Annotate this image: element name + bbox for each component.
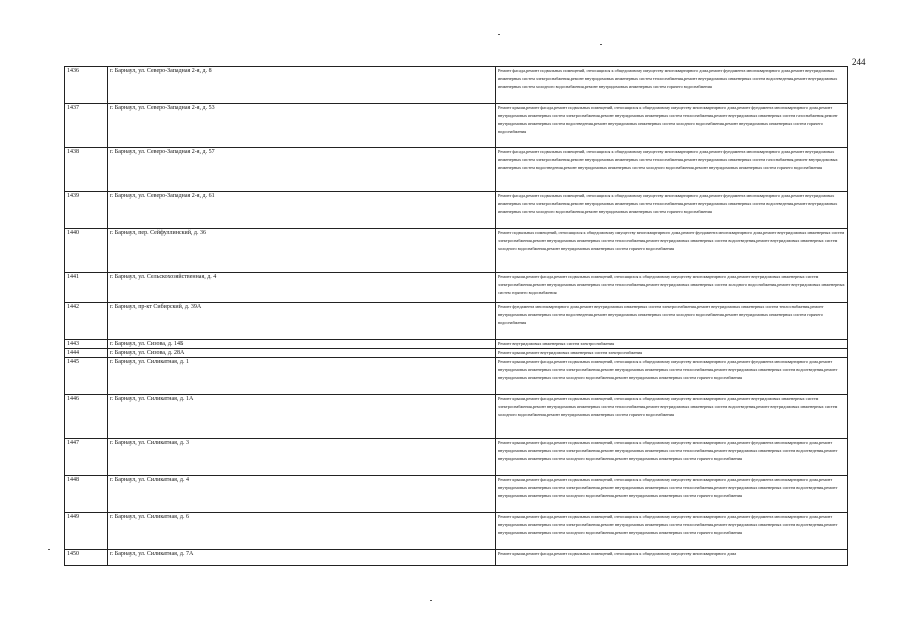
- building-address: г. Барнаул, пер. Сейфуллинский, д. 36: [108, 229, 496, 273]
- buildings-table: [64, 66, 848, 566]
- row-number: 1437: [65, 104, 108, 148]
- repair-works: Ремонт фасада,ремонт подвальных помещений, относящихся к общедомовому имуществу многоквартирного дома,ремонт фундамента многоквартирного дома,ремонт внутридомовых инженерных систем электроснабжения,ремонт внутридомовых инженерных систем теплоснабжения,ремонт внутридомовых инженерных систем газоснабжения,ремонт внутридомовых инженерных систем водоотведения,ремонт внутридомовых инженерных систем холодного водоснабжения,ремонт внутридомовых инженерных систем горячего водоснабжения: [496, 148, 848, 192]
- building-address: г. Барнаул, ул. Силикатная, д. 1А: [108, 395, 496, 439]
- table-row: [65, 273, 848, 303]
- scan-speck: [498, 34, 500, 35]
- building-address: г. Барнаул, ул. Сизова, д. 14Б: [108, 340, 496, 349]
- repair-works: Ремонт крыши,ремонт фасада,ремонт подвальных помещений, относящихся к общедомовому имуществу многоквартирного дома,ремонт внутридомовых инженерных систем электроснабжения,ремонт внутридомовых инженерных систем теплоснабжения,ремонт внутридомовых инженерных систем холодного водоснабжения,ремонт внутридомовых инженерных систем горячего водоснабжения: [496, 273, 848, 303]
- building-address: г. Барнаул, ул. Силикатная, д. 4: [108, 476, 496, 513]
- row-number: 1450: [65, 550, 108, 566]
- building-address: г. Барнаул, ул. Северо-Западная 2-я, д. 53: [108, 104, 496, 148]
- row-number: 1442: [65, 303, 108, 340]
- table-row: [65, 192, 848, 229]
- page-number: 244: [852, 57, 866, 67]
- repair-works: Ремонт внутридомовых инженерных систем электроснабжения: [496, 340, 848, 349]
- table-row: [65, 395, 848, 439]
- table-row: [65, 67, 848, 104]
- repair-works: Ремонт фасада,ремонт подвальных помещений, относящихся к общедомовому имуществу многоквартирного дома,ремонт фундамента многоквартирного дома,ремонт внутридомовых инженерных систем электроснабжения,ремонт внутридомовых инженерных систем теплоснабжения,ремонт внутридомовых инженерных систем водоотведения,ремонт внутридомовых инженерных систем холодного водоснабжения,ремонт внутридомовых инженерных систем горячего водоснабжения: [496, 67, 848, 104]
- repair-works: Ремонт крыши,ремонт фасада,ремонт подвальных помещений, относящихся к общедомовому имуществу многоквартирного дома,ремонт фундамента многоквартирного дома,ремонт внутридомовых инженерных систем электроснабжения,ремонт внутридомовых инженерных систем теплоснабжения,ремонт внутридомовых инженерных систем водоотведения,ремонт внутридомовых инженерных систем холодного водоснабжения,ремонт внутридомовых инженерных систем горячего водоснабжения: [496, 358, 848, 395]
- building-address: г. Барнаул, ул. Силикатная, д. 3: [108, 439, 496, 476]
- repair-works: Ремонт крыши,ремонт фасада,ремонт подвальных помещений, относящихся к общедомовому имуществу многоквартирного дома,ремонт фундамента многоквартирного дома,ремонт внутридомовых инженерных систем электроснабжения,ремонт внутридомовых инженерных систем теплоснабжения,ремонт внутридомовых инженерных систем водоотведения,ремонт внутридомовых инженерных систем холодного водоснабжения,ремонт внутридомовых инженерных систем горячего водоснабжения: [496, 513, 848, 550]
- repair-works: Ремонт фасада,ремонт подвальных помещений, относящихся к общедомовому имуществу многоквартирного дома,ремонт фундамента многоквартирного дома,ремонт внутридомовых инженерных систем электроснабжения,ремонт внутридомовых инженерных систем теплоснабжения,ремонт внутридомовых инженерных систем водоотведения,ремонт внутридомовых инженерных систем холодного водоснабжения,ремонт внутридомовых инженерных систем горячего водоснабжения: [496, 192, 848, 229]
- repair-works: Ремонт крыши,ремонт фасада,ремонт подвальных помещений, относящихся к общедомовому имуществу многоквартирного дома,ремонт внутридомовых инженерных систем электроснабжения,ремонт внутридомовых инженерных систем теплоснабжения,ремонт внутридомовых инженерных систем водоотведения,ремонт внутридомовых инженерных систем холодного водоснабжения,ремонт внутридомовых инженерных систем горячего водоснабжения: [496, 395, 848, 439]
- building-address: г. Барнаул, ул. Сельскохозяйственная, д. 4: [108, 273, 496, 303]
- building-address: г. Барнаул, ул. Силикатная, д. 1: [108, 358, 496, 395]
- table-row: [65, 358, 848, 395]
- repair-works: Ремонт подвальных помещений, относящихся к общедомовому имуществу многоквартирного дома,ремонт фундамента многоквартирного дома,ремонт внутридомовых инженерных систем электроснабжения,ремонт внутридомовых инженерных систем теплоснабжения,ремонт внутридомовых инженерных систем водоотведения,ремонт внутридомовых инженерных систем холодного водоснабжения,ремонт внутридомовых инженерных систем горячего водоснабжения: [496, 229, 848, 273]
- row-number: 1447: [65, 439, 108, 476]
- table-row: [65, 439, 848, 476]
- building-address: г. Барнаул, ул. Сизова, д. 28А: [108, 349, 496, 358]
- building-address: г. Барнаул, пр-кт Сибирский, д. 39А: [108, 303, 496, 340]
- building-address: г. Барнаул, ул. Северо-Западная 2-я, д. 61: [108, 192, 496, 229]
- repair-works: Ремонт фундамента многоквартирного дома,ремонт внутридомовых инженерных систем электроснабжения,ремонт внутридомовых инженерных систем теплоснабжения,ремонт внутридомовых инженерных систем водоотведения,ремонт внутридомовых инженерных систем холодного водоснабжения,ремонт внутридомовых инженерных систем горячего водоснабжения: [496, 303, 848, 340]
- table-row: [65, 349, 848, 358]
- table-row: [65, 104, 848, 148]
- table-body: [65, 67, 848, 566]
- repair-works: Ремонт крыши,ремонт фасада,ремонт подвальных помещений, относящихся к общедомовому имуществу многоквартирного дома: [496, 550, 848, 566]
- repair-works: Ремонт крыши,ремонт фасада,ремонт подвальных помещений, относящихся к общедомовому имуществу многоквартирного дома,ремонт фундамента многоквартирного дома,ремонт внутридомовых инженерных систем электроснабжения,ремонт внутридомовых инженерных систем теплоснабжения,ремонт внутридомовых инженерных систем водоотведения,ремонт внутридомовых инженерных систем холодного водоснабжения,ремонт внутридомовых инженерных систем горячего водоснабжения: [496, 476, 848, 513]
- table-row: [65, 148, 848, 192]
- table-row: [65, 476, 848, 513]
- row-number: 1438: [65, 148, 108, 192]
- row-number: 1445: [65, 358, 108, 395]
- row-number: 1440: [65, 229, 108, 273]
- table-row: [65, 229, 848, 273]
- scan-speck: [600, 44, 602, 45]
- scan-speck: [430, 600, 432, 601]
- repair-works: Ремонт крыши,ремонт фасада,ремонт подвальных помещений, относящихся к общедомовому имуществу многоквартирного дома,ремонт фундамента многоквартирного дома,ремонт внутридомовых инженерных систем электроснабжения,ремонт внутридомовых инженерных систем теплоснабжения,ремонт внутридомовых инженерных систем водоотведения,ремонт внутридомовых инженерных систем холодного водоснабжения,ремонт внутридомовых инженерных систем горячего водоснабжения: [496, 439, 848, 476]
- row-number: 1439: [65, 192, 108, 229]
- repair-works: Ремонт крыши,ремонт фасада,ремонт подвальных помещений, относящихся к общедомовому имуществу многоквартирного дома,ремонт фундамента многоквартирного дома,ремонт внутридомовых инженерных систем электроснабжения,ремонт внутридомовых инженерных систем теплоснабжения,ремонт внутридомовых инженерных систем газоснабжения,ремонт внутридомовых инженерных систем водоотведения,ремонт внутридомовых инженерных систем холодного водоснабжения,ремонт внутридомовых инженерных систем горячего водоснабжения: [496, 104, 848, 148]
- table-row: [65, 513, 848, 550]
- row-number: 1443: [65, 340, 108, 349]
- table-row: [65, 303, 848, 340]
- building-address: г. Барнаул, ул. Северо-Западная 2-я, д. 8: [108, 67, 496, 104]
- scan-speck: [48, 549, 50, 550]
- row-number: 1436: [65, 67, 108, 104]
- repair-works: Ремонт крыши,ремонт внутридомовых инженерных систем электроснабжения: [496, 349, 848, 358]
- table-row: [65, 340, 848, 349]
- building-address: г. Барнаул, ул. Северо-Западная 2-я, д. 57: [108, 148, 496, 192]
- row-number: 1448: [65, 476, 108, 513]
- row-number: 1444: [65, 349, 108, 358]
- row-number: 1449: [65, 513, 108, 550]
- row-number: 1446: [65, 395, 108, 439]
- building-address: г. Барнаул, ул. Силикатная, д. 6: [108, 513, 496, 550]
- building-address: г. Барнаул, ул. Силикатная, д. 7А: [108, 550, 496, 566]
- row-number: 1441: [65, 273, 108, 303]
- table-row: [65, 550, 848, 566]
